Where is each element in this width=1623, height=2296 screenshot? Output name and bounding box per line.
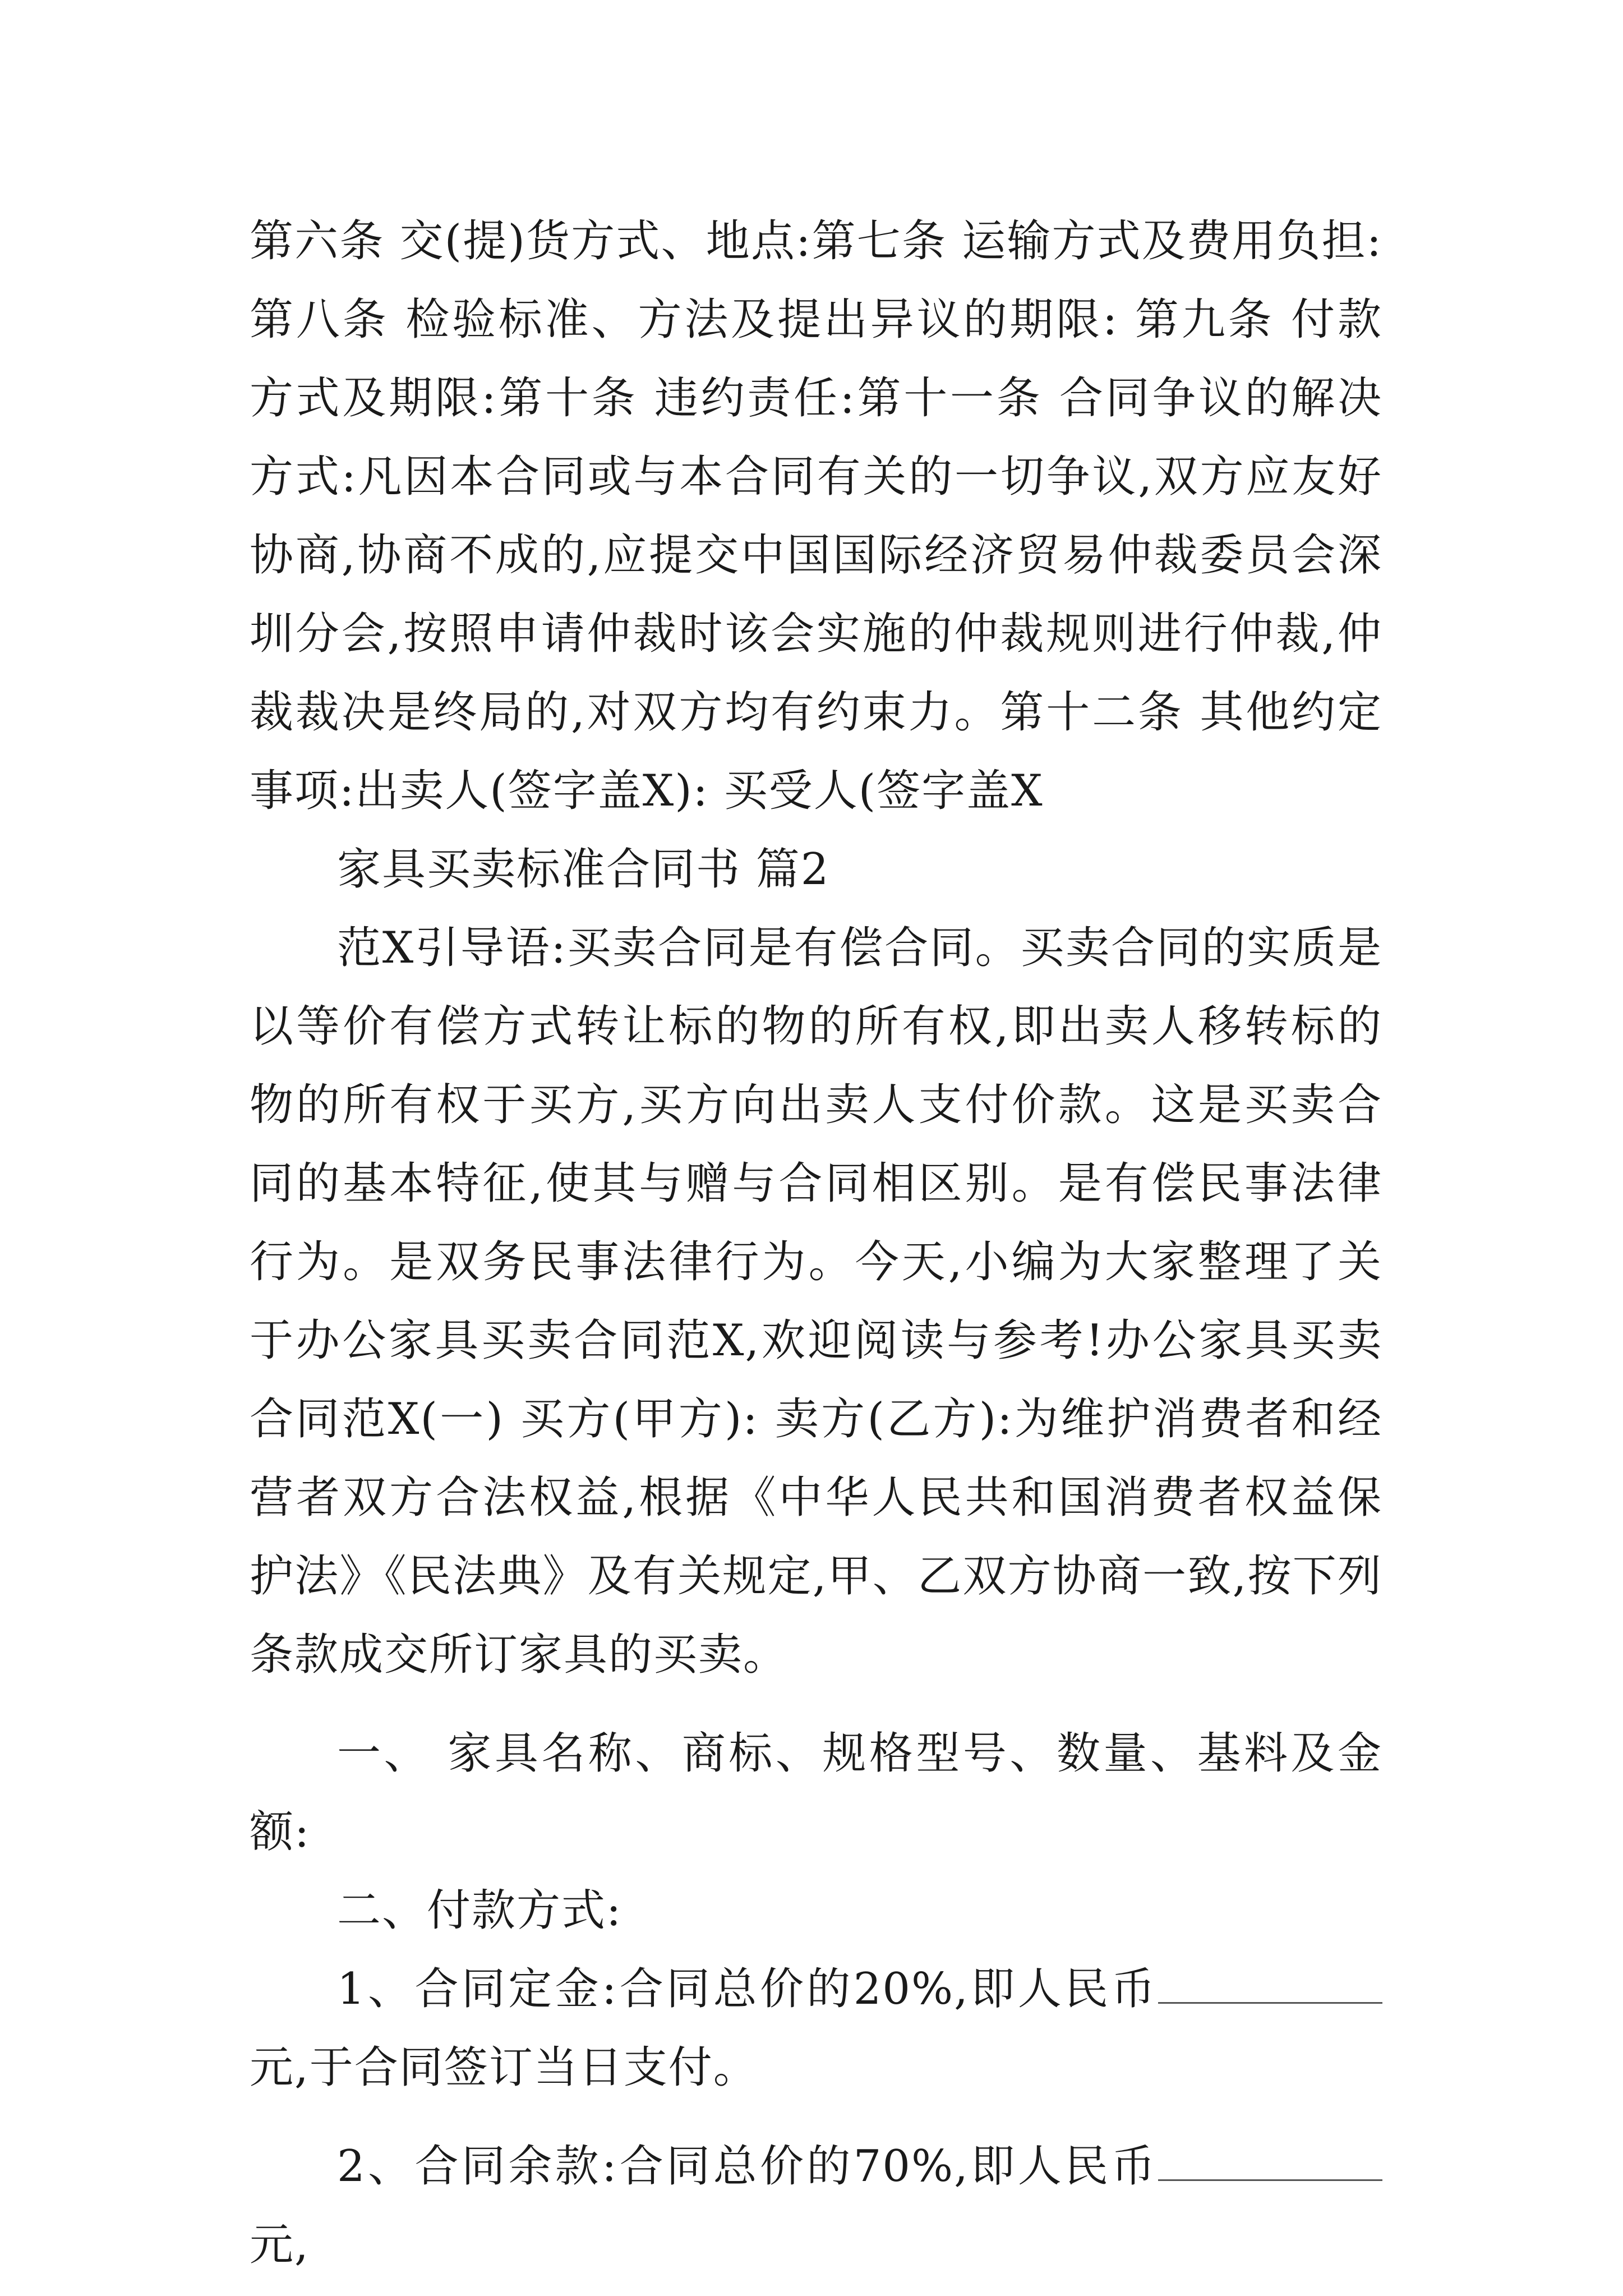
clause-deposit <box>250 1950 1382 2107</box>
document-body <box>250 202 1382 2284</box>
deposit-text-before: 1、合同定金:合同总价的20%,即人民币 <box>337 1964 1158 2014</box>
clause-payment-method: 二、付款方式: <box>337 1885 623 1936</box>
clause-furniture-items: 一、 家具名称、商标、规格型号、数量、基料及金额: <box>250 1728 1382 1857</box>
section-heading: 家具买卖标准合同书 篇2 <box>337 844 830 895</box>
intro-paragraph: 范X引导语:买卖合同是有偿合同。买卖合同的实质是以等价有偿方式转让标的物的所有权,即出卖人移转标的物的所有权于买方,买方向出卖人支付价款。这是买卖合同的基本特征,使其与赠与合同相区别。是有偿民事法律行为。是双务民事法律行为。今天,小编为大家整理了关于办公家具买卖合同范X,欢迎阅读与参考!办公家具买卖合同范X(一) 买方(甲方): 卖方(乙方):为维护消费者和经营者双方合法权益,根据《中华人民共和国消费者权益保护法》《民法典》及有关规定,甲、乙双方协商一致,按下列条款成交所订家具的买卖。 <box>250 923 1382 1680</box>
balance-text-after: 元, <box>250 2220 310 2270</box>
deposit-text-after: 元,于合同签订当日支付。 <box>250 2042 758 2093</box>
balance-amount-blank <box>1158 2140 1382 2181</box>
balance-text-before: 2、合同余款:合同总价的70%,即人民币 <box>337 2141 1158 2192</box>
clause-balance <box>250 2127 1382 2284</box>
contract-clauses-paragraph: 第六条 交(提)货方式、地点:第七条 运输方式及费用负担:第八条 检验标准、方法及提出异议的期限: 第九条 付款方式及期限:第十条 违约责任:第十一条 合同争议的解决方式:凡因本合同或与本合同有关的一切争议,双方应友好协商,协商不成的,应提交中国国际经济贸易仲裁委员会深圳分会,按照申请仲裁时该会实施的仲裁规则进行仲裁,仲裁裁决是终局的,对双方均有约束力。第十二条 其他约定事项:出卖人(签字盖X): 买受人(签字盖X <box>250 216 1382 816</box>
deposit-amount-blank <box>1158 1963 1382 2004</box>
